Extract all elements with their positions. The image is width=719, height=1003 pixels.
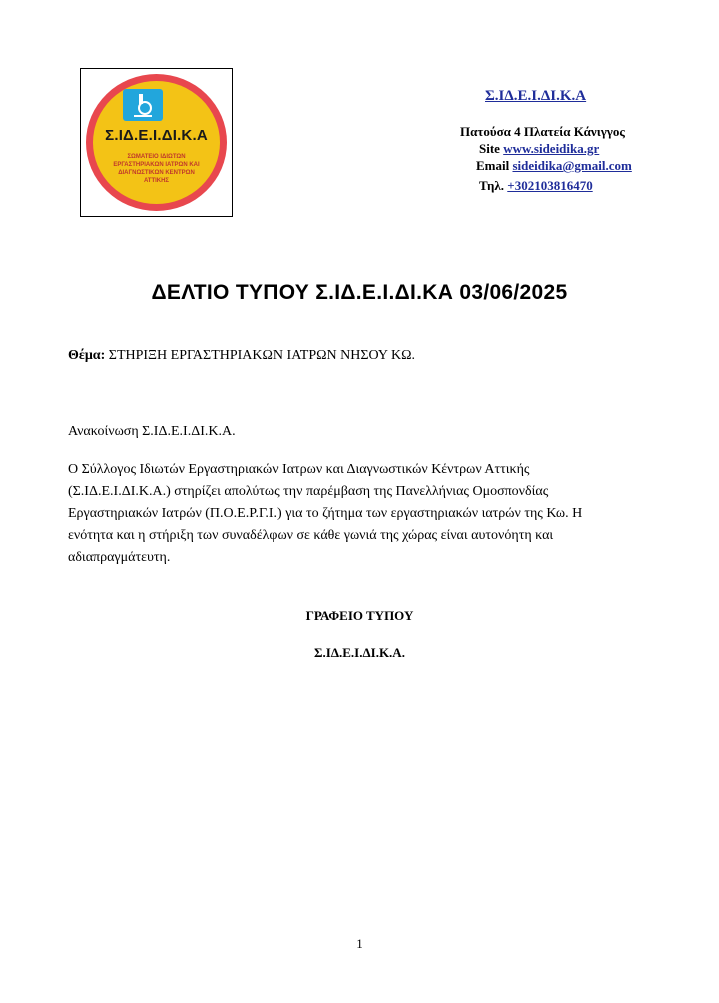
phone-line [479, 178, 593, 194]
phone-link[interactable]: +302103816470 [507, 178, 593, 193]
subject-label: Θέμα: [68, 348, 106, 363]
site-label: Site [479, 141, 500, 156]
subject-line [68, 348, 415, 364]
email-line [476, 158, 632, 174]
subject-text: ΣΤΗΡΙΞΗ ΕΡΓΑΣΤΗΡΙΑΚΩΝ ΙΑΤΡΩΝ ΝΗΣΟΥ ΚΩ. [108, 348, 416, 363]
body-line: Ο Σύλλογος Ιδιωτών Εργαστηριακών Ιατρων και Διαγνωστικών Κέντρων Αττικής [68, 462, 530, 477]
signature-office: ΓΡΑΦΕΙΟ ΤΥΠΟΥ [305, 608, 414, 623]
body-line: Εργαστηριακών Ιατρών (Π.Ο.Ε.Ρ.Γ.Ι.) για το ζήτημα των εργαστηριακών ιατρών της Κω. Η [68, 506, 583, 521]
signature-org: Σ.ΙΔ.Ε.Ι.ΔΙ.Κ.Α. [314, 645, 405, 660]
site-line [479, 141, 599, 157]
logo-title: Σ.ΙΔ.Ε.Ι.ΔΙ.Κ.Α [105, 127, 208, 144]
org-name-link[interactable]: Σ.ΙΔ.Ε.Ι.ΔΙ.Κ.Α [485, 88, 587, 104]
logo-ring [86, 74, 227, 211]
site-link[interactable]: www.sideidika.gr [503, 141, 600, 156]
logo-frame [80, 68, 233, 217]
phone-label: Τηλ. [479, 178, 505, 193]
announcement-heading: Ανακοίνωση Σ.ΙΔ.Ε.Ι.ΔΙ.Κ.Α. [68, 424, 236, 439]
body-paragraph [68, 459, 628, 569]
body-line: (Σ.ΙΔ.Ε.Ι.ΔΙ.Κ.Α.) στηρίζει απολύτως την παρέμβαση της Πανελλήνιας Ομοσπονδίας [68, 484, 549, 499]
microscope-icon [123, 89, 163, 121]
body-line: ενότητα και η στήριξη των συναδέλφων σε κάθε γωνιά της χώρας είναι αυτονόητη και [68, 528, 554, 543]
email-label: Email [476, 158, 510, 173]
page-number: 1 [356, 936, 363, 951]
logo-disc [93, 81, 220, 204]
document-title: ΔΕΛΤΙΟ ΤΥΠΟΥ Σ.ΙΔ.Ε.Ι.ΔΙ.ΚΑ 03/06/2025 [151, 281, 568, 304]
body-line: αδιαπραγμάτευτη. [68, 550, 171, 565]
address: Πατούσα 4 Πλατεία Κάνιγγος [460, 124, 625, 139]
logo-subtitle: ΣΩΜΑΤΕΙΟ ΙΔΙΩΤΩΝ ΕΡΓΑΣΤΗΡΙΑΚΩΝ ΙΑΤΡΩΝ ΚΑΙ ΔΙΑΓΝΩΣΤΙΚΩΝ ΚΕΝΤΡΩΝ ΑΤΤΙΚΗΣ [113, 154, 200, 184]
email-link[interactable]: sideidika@gmail.com [512, 158, 632, 173]
